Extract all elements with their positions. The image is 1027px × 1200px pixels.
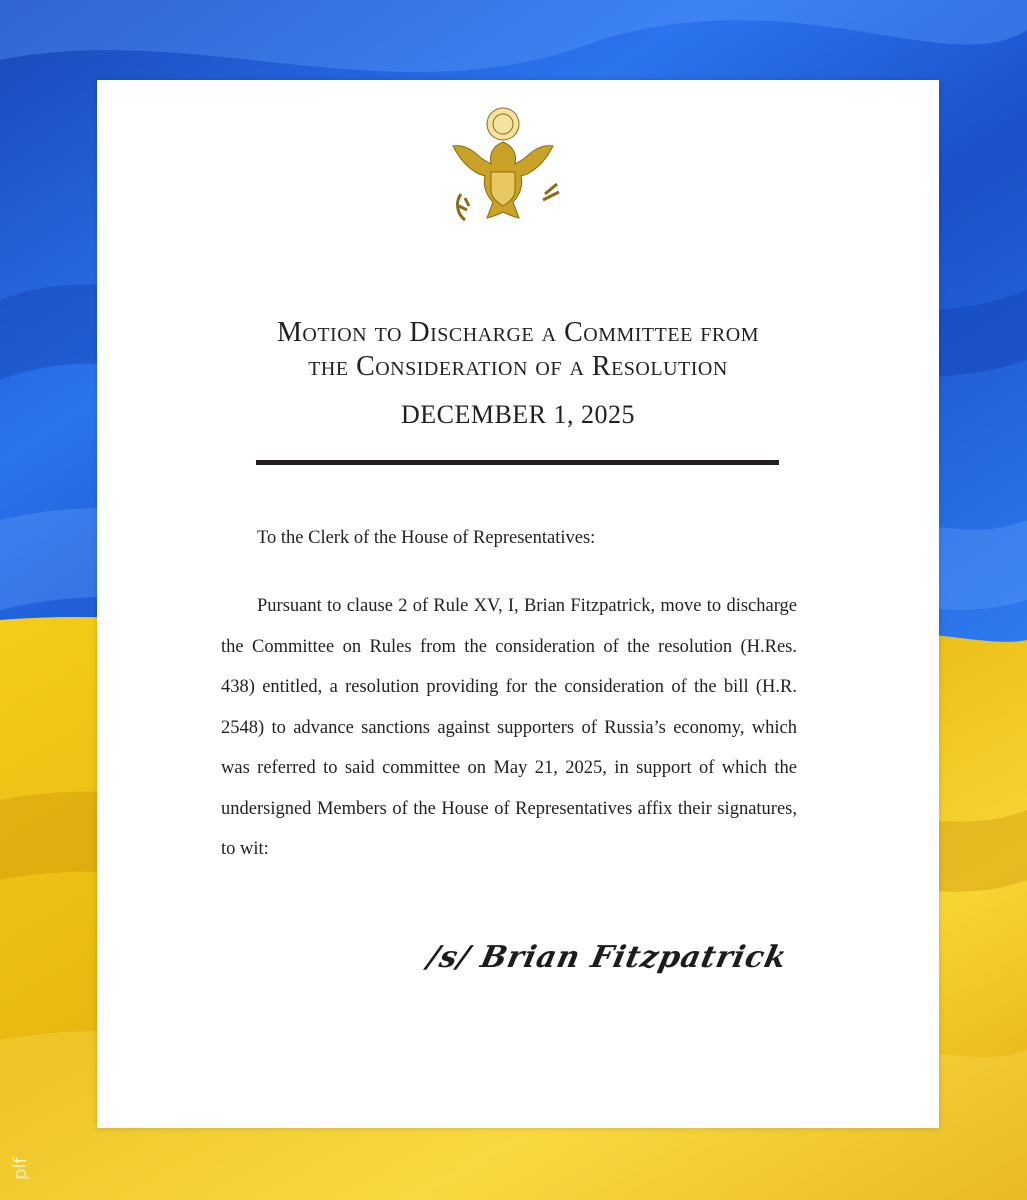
title-line-1: Motion to Discharge a Committee from (277, 317, 759, 348)
discharge-motion-document (97, 80, 939, 1128)
signature: /s/ Brian Fitzpatrick (424, 940, 791, 975)
motion-title (97, 316, 939, 384)
title-line-2: the Consideration of a Resolution (308, 351, 728, 382)
motion-body: Pursuant to clause 2 of Rule XV, I, Brian Fitzpatrick, move to discharge the Committee on Rules from the consideration of the resolution (H.Res. 438) entitled, a resolution providing for the consideration of the bill (H.R. 2548) to advance sanctions against supporters of Russia’s economy, which was referred to said committee on May 21, 2025, in support of which the undersigned Members of the House of Representatives affix their signatures, to wit: (221, 596, 797, 859)
watermark: plf (10, 1157, 31, 1180)
great-seal-icon (433, 102, 573, 242)
divider-rule (256, 460, 779, 465)
salutation: To the Clerk of the House of Representatives: (257, 528, 596, 548)
motion-date: DECEMBER 1, 2025 (400, 400, 636, 429)
